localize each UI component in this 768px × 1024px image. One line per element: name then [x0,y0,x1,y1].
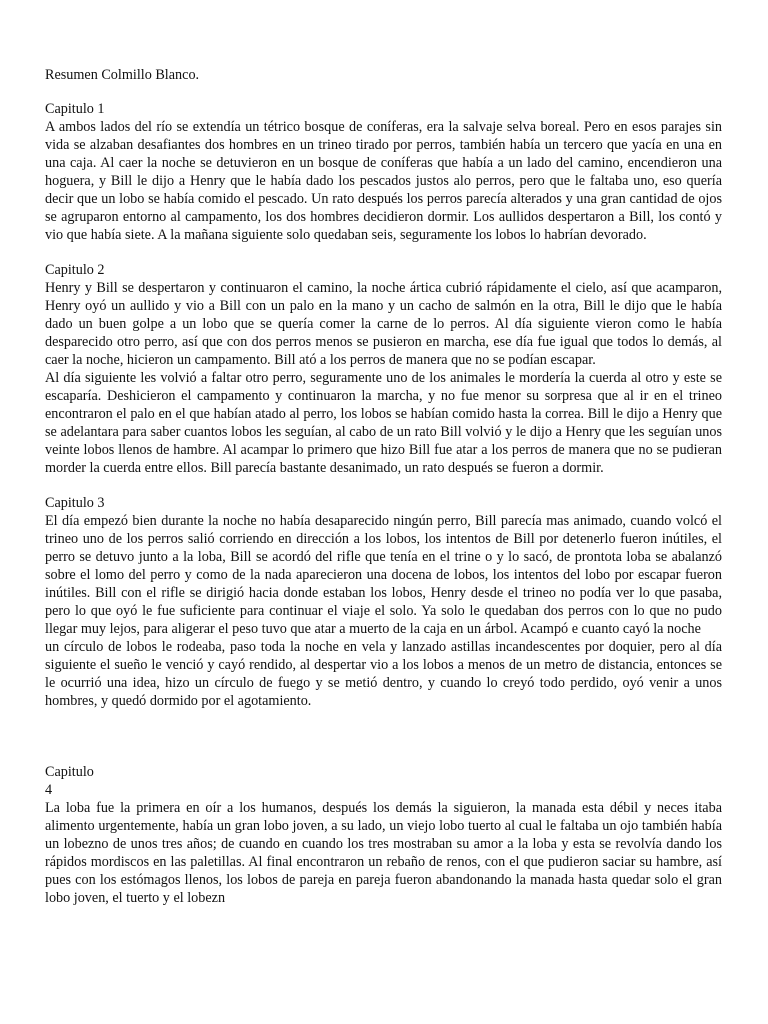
chapter-paragraph: un círculo de lobos le rodeaba, paso toda la noche en vela y lanzado astillas incandescentes por doquier, pero al día siguiente el sueño le venció y cayó rendido, al despertar vio a los lobos a menos de un metro de distancia, entonces se le ocurrió una idea, hizo un círculo de fuego y se metió dentro, y cuando lo creyó todo perdido, oyó venir a unos hombres, y quedó dormido por el agotamiento. [45,639,722,709]
chapter-1 [45,100,722,244]
chapter-paragraph: A ambos lados del río se extendía un tétrico bosque de coníferas, era la salvaje selva boreal. Pero en esos parajes sin vida se alzaban desafiantes dos hombres en un trineo tirado por perros, también había un tercero que yacía en una en una caja. Al caer la noche se detuvieron en un bosque de coníferas que había a un lado del camino, encendieron una hoguera, y Bill le dijo a Henry que le había dado los pescados justos alo perros, pero que le faltaba uno, eso quería decir que un lobo se había comido el pescado. Un rato después los perros parecía alterados y una gran cantidad de ojos se agruparon entorno al campamento, los dos hombres decidieron dormir. Los aullidos despertaron a Bill, los contó y vio que había siete. A la mañana siguiente solo quedaban seis, seguramente los lobos lo habrían devorado. [45,119,722,243]
chapter-paragraph: El día empezó bien durante la noche no había desaparecido ningún perro, Bill parecía mas animado, cuando volcó el trineo uno de los perros salió corriendo en dirección a los lobos, los intentos de Bill por detenerlo fueron inútiles, el perro se detuvo junto a la loba, Bill se acordó del rifle que tenía en el trine o y lo sacó, de prontota loba se abalanzó sobre el lomo del perro y como de la nada aparecieron una docena de lobos, los intentos del lobo por escapar fueron inútiles. Bill con el rifle se dirigió hacia donde estaban los lobos, Henry desde el trineo no podía ver lo que pasaba, pero lo que oyó le fue suficiente para continuar el viaje el solo. Ya solo le quedaban dos perros con lo que no pudo llegar muy lejos, para aligerar el peso tuvo que atar a muerto de la caja en un árbol. Acampó e cuanto cayó la noche [45,513,722,637]
chapter-paragraph: Henry y Bill se despertaron y continuaron el camino, la noche ártica cubrió rápidamente el cielo, así que acamparon, Henry oyó un aullido y vio a Bill con un palo en la mano y un cacho de salmón en la otra, Bill le dijo que le había dado un buen golpe a un lobo que se quería comer la carne de lo perros. Al día siguiente vieron como le había desparecido otro perro, así que con dos perros menos se pusieron en marcha, ese día fue igual que todos lo demás, al caer la noche, hicieron un campamento. Bill ató a los perros de manera que no se podían escapar. [45,280,722,368]
document-page [45,66,722,924]
chapter-heading: Capitulo 2 [45,262,105,278]
chapter-2 [45,261,722,477]
chapter-heading: Capitulo 3 [45,495,105,511]
chapter-paragraph: La loba fue la primera en oír a los humanos, después los demás la siguieron, la manada esta débil y neces itaba alimento urgentemente, había un gran lobo joven, a su lado, un viejo lobo tuerto al cual le faltaba un ojo también había un lobezno de unos tres años; de cuando en cuando los tres mostraban su amor a la loba y esta se revolvía dando los rápidos mordiscos en las paletillas. Al final encontraron un rebaño de renos, con el que pudieron saciar su hambre, así pues con los estómagos llenos, los lobos de pareja en pareja fueron abandonando la manada hasta quedar solo el gran lobo joven, el tuerto y el lobezn [45,800,722,906]
chapter-heading: Capitulo 1 [45,101,105,117]
chapter-3 [45,494,722,710]
chapter-heading: Capitulo 4 [45,764,94,798]
spacer [45,727,722,763]
chapter-4 [45,763,722,907]
chapter-paragraph: Al día siguiente les volvió a faltar otro perro, seguramente uno de los animales le mordería la cuerda al otro y este se escaparía. Deshicieron el campamento y continuaron la marcha, y no fue menor su sorpresa que al ir en el trineo encontraron el palo en el que habían atado al perro, los lobos se habían comido hasta la correa. Bill le dijo a Henry que se adelantara para saber cuantos lobos les seguían, al cabo de un rato Bill volvió y le dijo a Henry que les seguían unos veinte lobos llenos de hambre. Al acampar lo primero que hizo Bill fue atar a los perros de manera que no se pudieran morder la cuerda entre ellos. Bill parecía bastante desanimado, un rato después se fueron a dormir. [45,370,722,476]
document-title: Resumen Colmillo Blanco. [45,67,200,83]
